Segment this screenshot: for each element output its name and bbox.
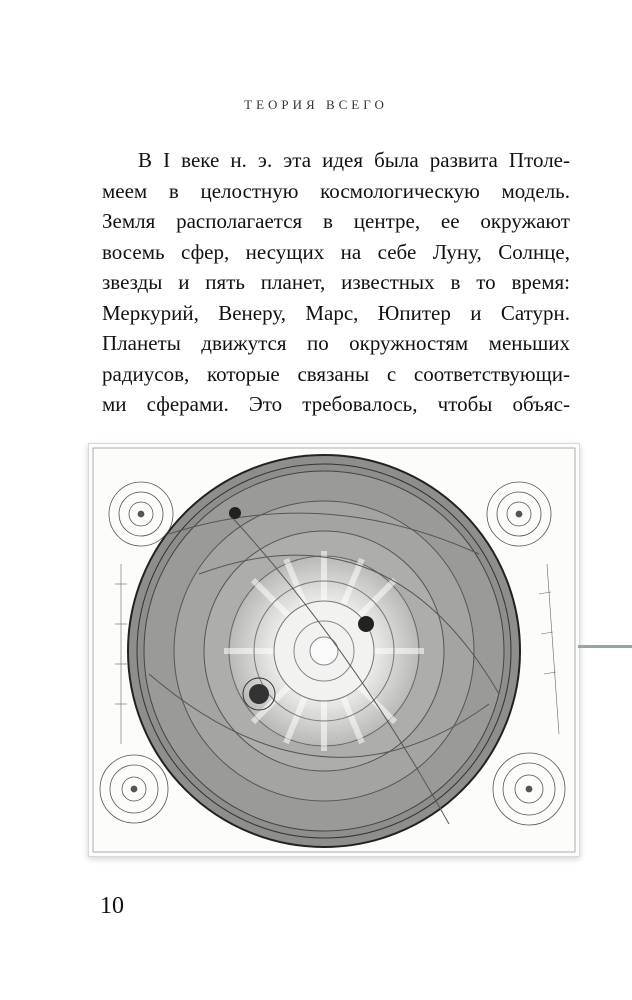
text-line: ми сферами. Это требовалось, чтобы объяс- bbox=[102, 392, 570, 416]
side-scale-left bbox=[115, 564, 127, 744]
corner-diagram-bottom-right bbox=[493, 753, 565, 825]
corner-diagram-top-left bbox=[109, 482, 173, 546]
cosmos-engraving-figure bbox=[88, 443, 580, 857]
corner-diagram-bottom-left bbox=[100, 755, 168, 823]
page-number: 10 bbox=[100, 893, 124, 919]
text-line: Планеты движутся по окружностям меньших bbox=[102, 331, 570, 355]
earth-center bbox=[310, 637, 338, 665]
text-line: Меркурий, Венеру, Марс, Юпитер и Сатурн. bbox=[102, 300, 570, 325]
text-line: В I веке н. э. эта идея была развита Птоле- bbox=[138, 148, 570, 172]
margin-rule bbox=[578, 645, 632, 648]
text-line: восемь сфер, несущих на себе Луну, Солнце, bbox=[102, 239, 570, 264]
text-line: Земля располагается в центре, ее окружают bbox=[102, 209, 570, 233]
side-scale-right bbox=[539, 564, 559, 734]
corner-diagram-top-right bbox=[487, 482, 551, 546]
geocentric-cosmos-illustration bbox=[89, 444, 579, 856]
body-text bbox=[102, 145, 570, 420]
text-line: меем в целостную космологическую модель. bbox=[102, 178, 570, 203]
running-head: ТЕОРИЯ ВСЕГО bbox=[244, 97, 388, 112]
planet-dot bbox=[358, 616, 374, 632]
text-line: радиусов, которые связаны с соответствующи- bbox=[102, 361, 570, 386]
planet-dot bbox=[249, 684, 269, 704]
text-line: звезды и пять планет, известных в то время: bbox=[102, 270, 570, 294]
planet-dot bbox=[229, 507, 241, 519]
